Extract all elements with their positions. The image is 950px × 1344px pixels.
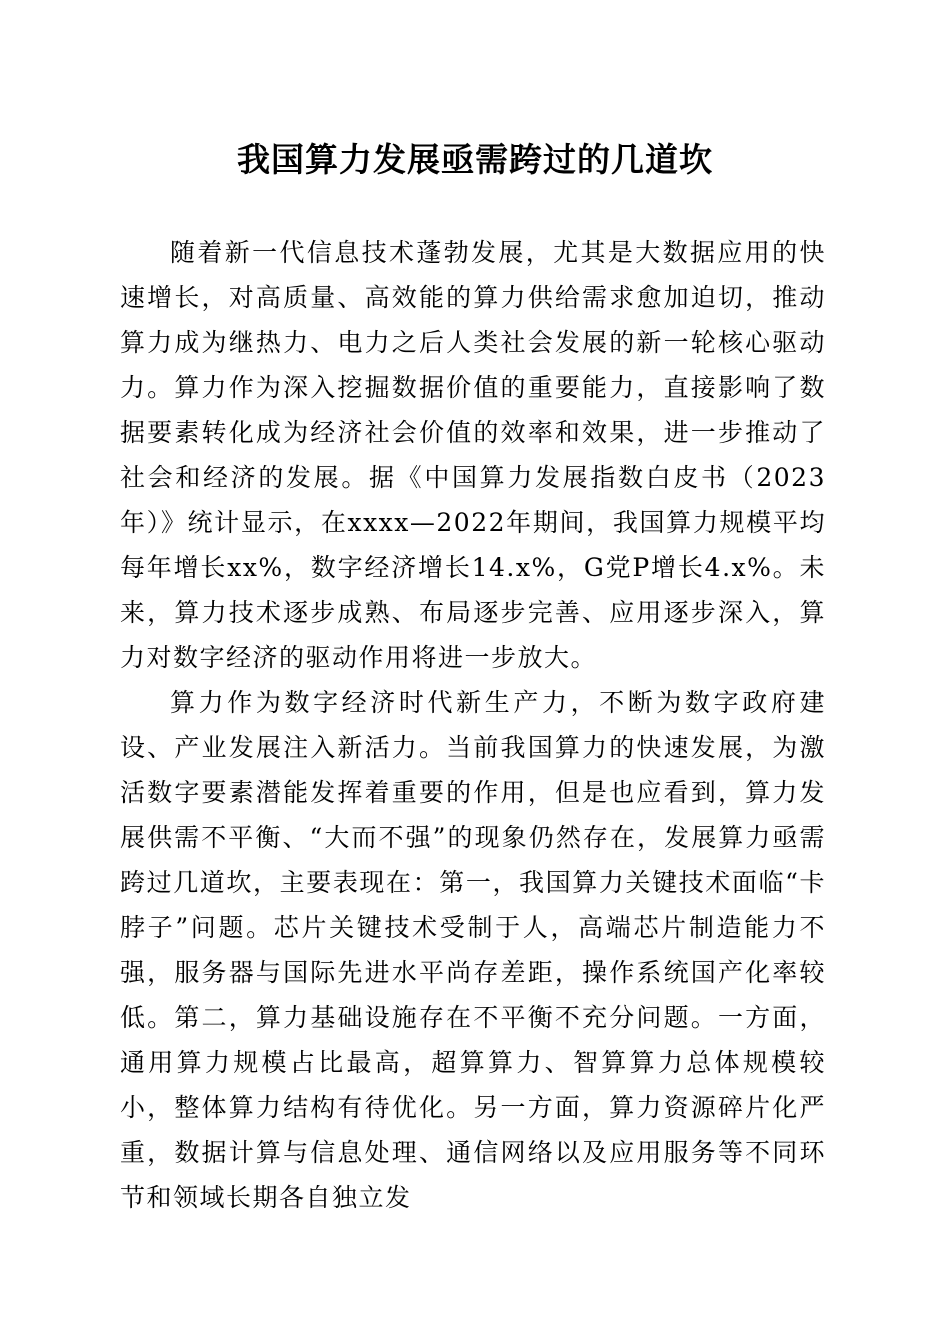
paragraph-1: 随着新一代信息技术蓬勃发展，尤其是大数据应用的快速增长，对高质量、高效能的算力供给需求愈加迫切，推动算力成为继热力、电力之后人类社会发展的新一轮核心驱动力。算力作为深入挖掘数据价值的重要能力，直接影响了数据要素转化成为经济社会价值的效率和效果，进一步推动了社会和经济的发展。据《中国算力发展指数白皮书（2023年）》统计显示，在xxxx—2022年期间，我国算力规模平均每年增长xx%，数字经济增长14.x%，G党P增长4.x%。未来，算力技术逐步成熟、布局逐步完善、应用逐步深入，算力对数字经济的驱动作用将进一步放大。	[120, 238, 826, 672]
document-body	[120, 230, 826, 1220]
page-title: 我国算力发展亟需跨过的几道坎	[237, 140, 713, 179]
paragraph-2: 算力作为数字经济时代新生产力，不断为数字政府建设、产业发展注入新活力。当前我国算力的快速发展，为激活数字要素潜能发挥着重要的作用，但是也应看到，算力发展供需不平衡、“大而不强”的现象仍然存在，发展算力亟需跨过几道坎，主要表现在：第一，我国算力关键技术面临“卡脖子”问题。芯片关键技术受制于人，高端芯片制造能力不强，服务器与国际先进水平尚存差距，操作系统国产化率较低。第二，算力基础设施存在不平衡不充分问题。一方面，通用算力规模占比最高，超算算力、智算算力总体规模较小，整体算力结构有待优化。另一方面，算力资源碎片化严重，数据计算与信息处理、通信网络以及应用服务等不同环节和领域长期各自独立发	[120, 688, 826, 1212]
